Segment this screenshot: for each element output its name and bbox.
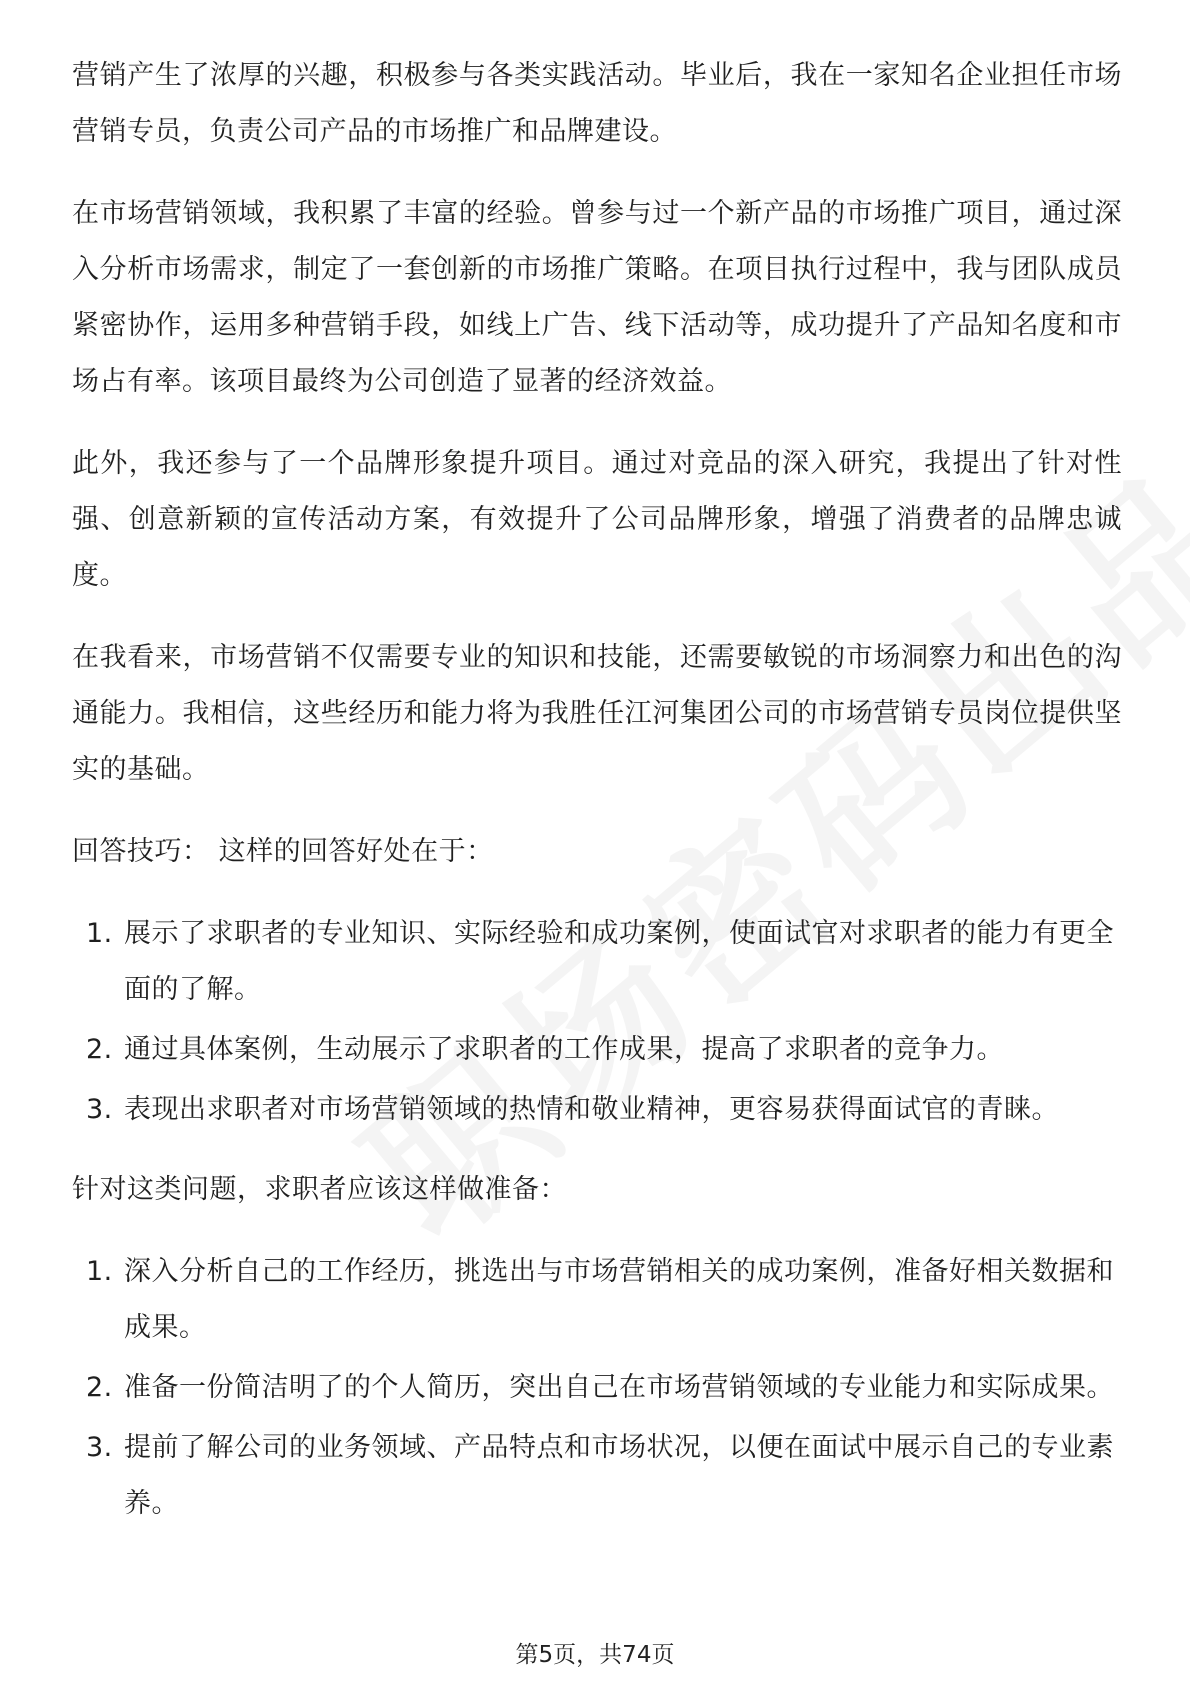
prep-heading: 针对这类问题，求职者应该这样做准备： <box>72 1174 567 1205</box>
paragraph-1: 营销产生了浓厚的兴趣，积极参与各类实践活动。毕业后，我在一家知名企业担任市场营销专员，负责公司产品的市场推广和品牌建设。 <box>72 60 1122 147</box>
list-item-text: 深入分析自己的工作经历，挑选出与市场营销相关的成功案例，准备好相关数据和成果。 <box>124 1256 1114 1343</box>
list-item-text: 提前了解公司的业务领域、产品特点和市场状况，以便在面试中展示自己的专业素养。 <box>124 1432 1114 1519</box>
paragraph-2: 在市场营销领域，我积累了丰富的经验。曾参与过一个新产品的市场推广项目，通过深入分析市场需求，制定了一套创新的市场推广策略。在项目执行过程中，我与团队成员紧密协作，运用多种营销手段，如线上广告、线下活动等，成功提升了产品知名度和市场占有率。该项目最终为公司创造了显著的经济效益。 <box>72 198 1122 397</box>
paragraph-3: 此外，我还参与了一个品牌形象提升项目。通过对竞品的深入研究，我提出了针对性强、创意新颖的宣传活动方案，有效提升了公司品牌形象，增强了消费者的品牌忠诚度。 <box>72 448 1122 591</box>
list-number: 2. <box>86 1372 113 1403</box>
paragraph-4: 在我看来，市场营销不仅需要专业的知识和技能，还需要敏锐的市场洞察力和出色的沟通能力。我相信，这些经历和能力将为我胜任江河集团公司的市场营销专员岗位提供坚实的基础。 <box>72 642 1122 785</box>
list-item <box>72 1082 1122 1138</box>
list-item <box>72 1360 1122 1416</box>
list-item <box>72 906 1122 1018</box>
page-footer: 第5页，共74页 <box>515 1642 675 1668</box>
list-item <box>72 1244 1122 1356</box>
list-item-text: 表现出求职者对市场营销领域的热情和敬业精神，更容易获得面试官的青睐。 <box>124 1094 1059 1125</box>
list-item <box>72 1022 1122 1078</box>
tips-list <box>72 906 1122 1138</box>
list-number: 3. <box>86 1094 113 1125</box>
prep-list <box>72 1244 1122 1532</box>
list-number: 2. <box>86 1034 113 1065</box>
list-item-text: 准备一份简洁明了的个人简历，突出自己在市场营销领域的专业能力和实际成果。 <box>124 1372 1114 1403</box>
list-item <box>72 1420 1122 1532</box>
list-item-text: 展示了求职者的专业知识、实际经验和成功案例，使面试官对求职者的能力有更全面的了解。 <box>124 918 1114 1005</box>
list-number: 3. <box>86 1432 113 1463</box>
tips-heading: 回答技巧： 这样的回答好处在于： <box>72 836 494 867</box>
list-item-text: 通过具体案例，生动展示了求职者的工作成果，提高了求职者的竞争力。 <box>124 1034 1004 1065</box>
list-number: 1. <box>86 1256 113 1287</box>
list-number: 1. <box>86 918 113 949</box>
page-content <box>72 48 1122 1556</box>
